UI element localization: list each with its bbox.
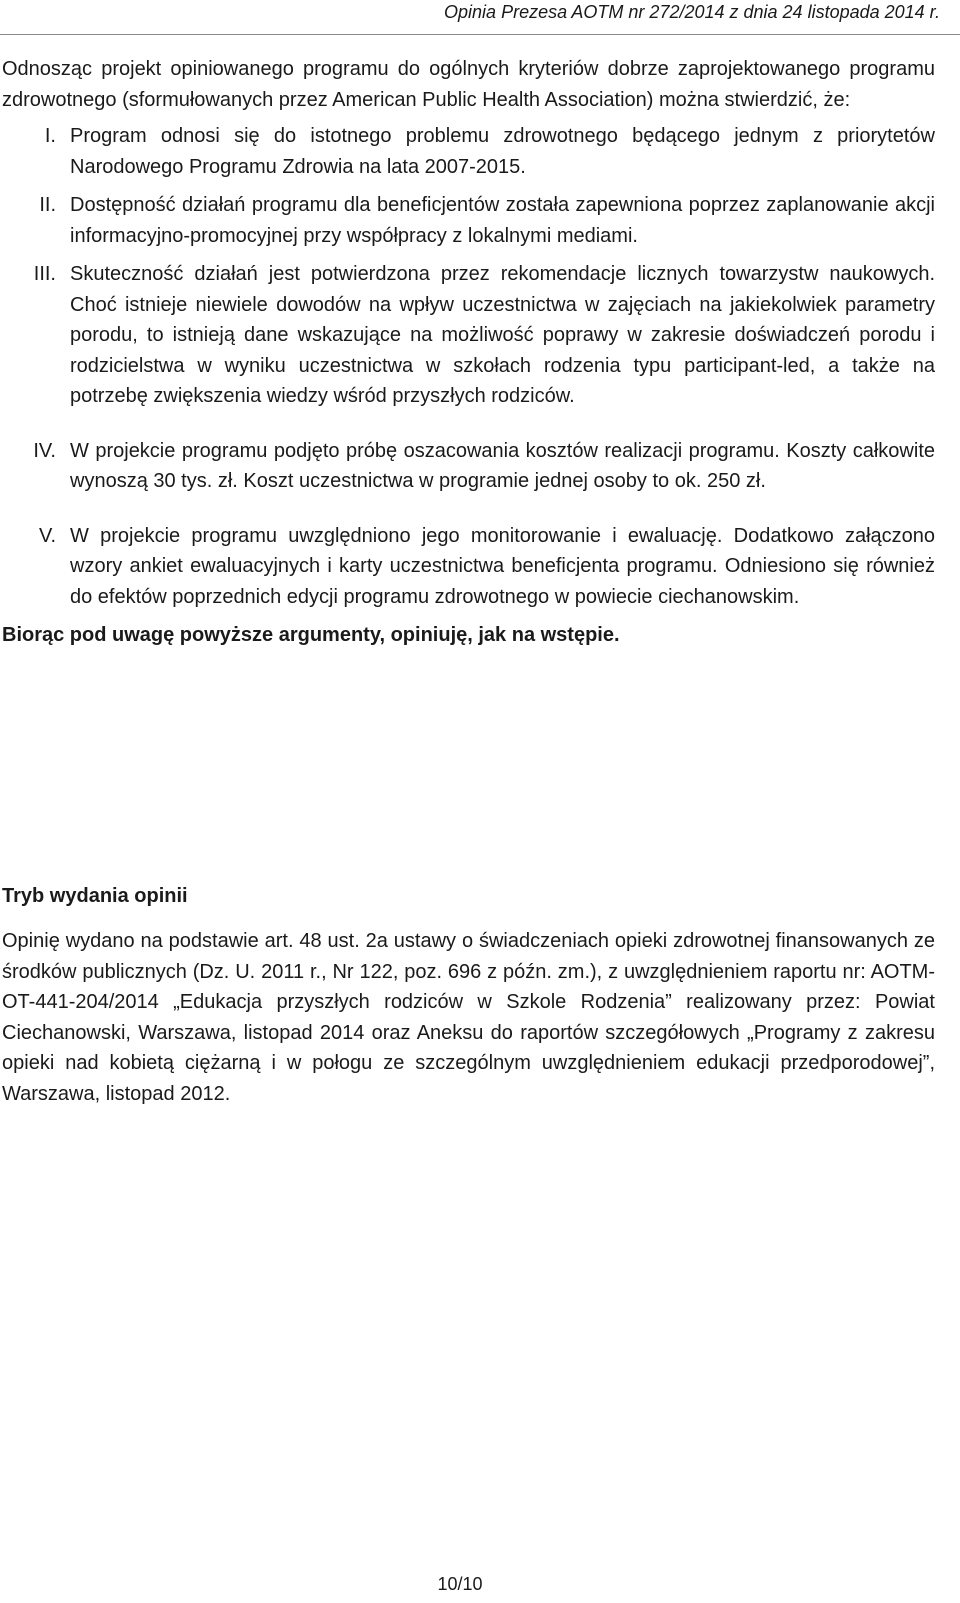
criterion-item: [2, 190, 935, 251]
header-divider: [0, 34, 960, 35]
criterion-text: W projekcie programu uwzględniono jego monitorowanie i ewaluację. Dodatkowo załączono wzory ankiet ewaluacyjnych i karty uczestnictwa beneficjenta programu. Odniesiono się również do efektów poprzednich edycji programu zdrowotnego w powiecie ciechanowskim.: [70, 524, 935, 608]
criterion-item: [2, 259, 935, 412]
criterion-text: Skuteczność działań jest potwierdzona przez rekomendacje licznych towarzystw naukowych. Choć istnieje niewiele dowodów na wpływ uczestnictwa w zajęciach na jakiekolwiek parametry porodu, to istnieją dane wskazujące na możliwość poprawy w zakresie doświadczeń porodu i rodzicielstwa w wyniku uczestnictwa w szkołach rodzenia typu participant-led, a także na potrzebę zwiększenia wiedzy wśród przyszłych rodziców.: [70, 263, 935, 407]
conclusion-statement: Biorąc pod uwagę powyższe argumenty, opiniuję, jak na wstępie.: [2, 624, 620, 646]
criterion-item: [2, 521, 935, 613]
criterion-item: [2, 121, 935, 182]
criterion-text: Program odnosi się do istotnego problemu zdrowotnego będącego jednym z priorytetów Narodowego Programu Zdrowia na lata 2007-2015.: [70, 125, 935, 178]
intro-paragraph: Odnosząc projekt opiniowanego programu do ogólnych kryteriów dobrze zaprojektowanego programu zdrowotnego (sformułowanych przez American Public Health Association) można stwierdzić, że:: [2, 58, 935, 111]
criteria-list: [2, 121, 935, 612]
criterion-number: V.: [38, 524, 56, 547]
criterion-number: IV.: [33, 439, 56, 462]
opinion-body: [2, 54, 935, 651]
page-number: 10/10: [437, 1574, 483, 1594]
criterion-number: I.: [44, 125, 56, 147]
criterion-number: III.: [33, 263, 56, 285]
page-header-title: Opinia Prezesa AOTM nr 272/2014 z dnia 24 listopada 2014 r.: [444, 2, 940, 22]
criterion-number: II.: [39, 194, 56, 216]
section-heading: Tryb wydania opinii: [2, 885, 188, 907]
criterion-text: Dostępność działań programu dla beneficjentów została zapewniona poprzez zaplanowanie akcji informacyjno-promocyjnej przy współpracy z lokalnymi mediami.: [70, 194, 935, 247]
criterion-item: [2, 436, 935, 497]
criterion-text: W projekcie programu podjęto próbę oszacowania kosztów realizacji programu. Koszty całkowite wynoszą 30 tys. zł. Koszt uczestnictwa w programie jednej osoby to ok. 250 zł.: [70, 439, 935, 492]
section-body: Opinię wydano na podstawie art. 48 ust. 2a ustawy o świadczeniach opieki zdrowotnej finansowanych ze środków publicznych (Dz. U. 2011 r., Nr 122, poz. 696 z późn. zm.), z uwzględnieniem raportu nr: AOTM-OT-441-204/2014 „Edukacja przyszłych rodziców w Szkole Rodzenia” realizowany przez: Powiat Ciechanowski, Warszawa, listopad 2014 oraz Aneksu do raportów szczegółowych „Programy z zakresu opieki nad kobietą ciężarną i w połogu ze szczególnym uwzględnieniem edukacji przedporodowej”, Warszawa, listopad 2012.: [2, 930, 935, 1105]
